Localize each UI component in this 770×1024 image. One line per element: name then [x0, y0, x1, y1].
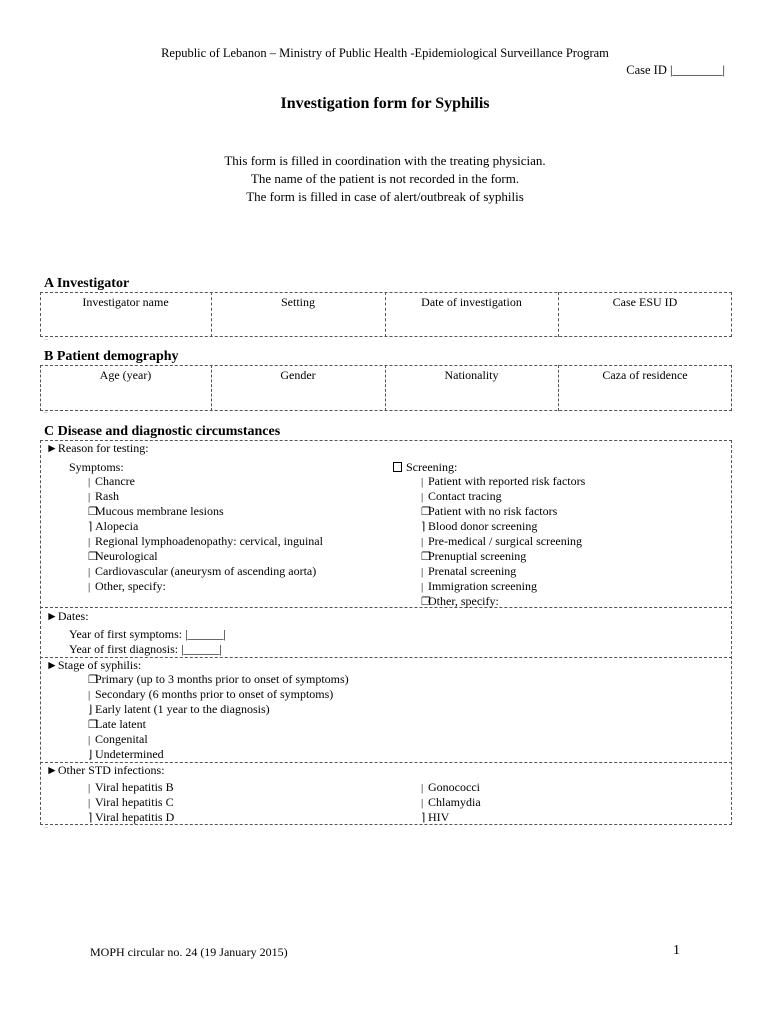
screening-other[interactable]: ❐Other, specify: [421, 594, 499, 608]
checkbox-icon[interactable]: ⌉ [88, 521, 93, 533]
checkbox-icon[interactable]: | [421, 536, 424, 548]
screening-contact-tracing[interactable]: | Contact tracing [421, 489, 502, 503]
input-date-investigation[interactable] [386, 310, 557, 336]
input-nationality[interactable] [386, 383, 557, 410]
symptom-mucous[interactable]: ❐Mucous membrane lesions [88, 504, 224, 518]
stage-undetermined[interactable]: ⌋ Undetermined [88, 747, 164, 761]
case-id-field[interactable]: Case ID |________| [626, 63, 725, 77]
page-title: Investigation form for Syphilis [280, 95, 490, 112]
stage-early-latent[interactable]: ⌋ Early latent (1 year to the diagnosis) [88, 702, 270, 716]
std-hiv[interactable]: ⌉ HIV [421, 810, 450, 824]
checkbox-icon[interactable]: ❐ [88, 551, 98, 563]
page-number: 1 [673, 943, 680, 958]
symptom-alopecia[interactable]: ⌉ Alopecia [88, 519, 139, 533]
checkbox-icon[interactable] [393, 462, 402, 472]
checkbox-icon[interactable]: | [88, 476, 91, 488]
checkbox-icon[interactable]: ❐ [88, 506, 98, 518]
screening-prenuptial[interactable]: ❐Prenuptial screening [421, 549, 527, 563]
symptom-rash[interactable]: | Rash [88, 489, 119, 503]
checkbox-icon[interactable]: | [88, 491, 91, 503]
checkbox-icon[interactable]: ❐ [88, 674, 98, 686]
input-gender[interactable] [212, 383, 384, 410]
checkbox-icon[interactable]: ❐ [421, 596, 431, 608]
screening-option[interactable]: Screening: [393, 460, 457, 475]
screening-risk-factors[interactable]: | Patient with reported risk factors [421, 474, 586, 488]
checkbox-icon[interactable]: | [88, 536, 91, 548]
section-b-title: B Patient demography [44, 349, 179, 364]
col-nationality: Nationality [444, 368, 499, 382]
stage-late-latent[interactable]: ❐Late latent [88, 717, 146, 731]
symptom-chancre[interactable]: | Chancre [88, 474, 135, 488]
screening-immigration[interactable]: | Immigration screening [421, 579, 537, 593]
symptom-neuro[interactable]: ❐Neurological [88, 549, 158, 563]
checkbox-icon[interactable]: ⌉ [421, 812, 426, 824]
col-age: Age (year) [99, 368, 152, 382]
checkbox-icon[interactable]: | [421, 476, 424, 488]
checkbox-icon[interactable]: | [421, 491, 424, 503]
checkbox-icon[interactable]: | [421, 566, 424, 578]
screening-prenatal[interactable]: | Prenatal screening [421, 564, 517, 578]
col-caza: Caza of residence [602, 368, 688, 382]
first-diagnosis-field[interactable]: Year of first diagnosis: |______| [69, 642, 222, 656]
checkbox-icon[interactable]: | [421, 782, 424, 794]
checkbox-icon[interactable]: | [88, 734, 91, 746]
screening-pre-medical[interactable]: | Pre-medical / surgical screening [421, 534, 583, 548]
std-label: ►Other STD infections: [46, 763, 165, 777]
symptoms-label: Symptoms: [69, 460, 124, 474]
input-age[interactable] [41, 383, 210, 410]
checkbox-icon[interactable]: | [88, 782, 91, 794]
std-gonococci[interactable]: | Gonococci [421, 780, 480, 794]
stage-label: ►Stage of syphilis: [46, 658, 142, 672]
header-org: Republic of Lebanon – Ministry of Public Health -Epidemiological Surveillance Program [161, 46, 609, 60]
dates-label: ►Dates: [46, 609, 89, 623]
col-case-esu-id: Case ESU ID [612, 295, 678, 309]
input-setting[interactable] [212, 310, 384, 336]
std-hep-b[interactable]: | Viral hepatitis B [88, 780, 174, 794]
checkbox-icon[interactable]: | [88, 581, 91, 593]
checkbox-icon[interactable]: ⌋ [88, 704, 93, 716]
intro-line: The name of the patient is not recorded in the form. [250, 171, 520, 186]
screening-no-risk[interactable]: ❐Patient with no risk factors [421, 504, 558, 518]
checkbox-icon[interactable]: ⌉ [421, 521, 426, 533]
col-gender: Gender [280, 368, 316, 382]
reason-label: ►Reason for testing: [46, 441, 149, 455]
screening-blood-donor[interactable]: ⌉ Blood donor screening [421, 519, 538, 533]
intro-line: The form is filled in case of alert/outbreak of syphilis [246, 189, 524, 204]
std-chlamydia[interactable]: | Chlamydia [421, 795, 481, 809]
section-a-title: A Investigator [44, 276, 130, 291]
stage-secondary[interactable]: | Secondary (6 months prior to onset of symptoms) [88, 687, 334, 701]
checkbox-icon[interactable]: | [421, 581, 424, 593]
input-case-esu-id[interactable] [559, 310, 731, 336]
input-caza[interactable] [559, 383, 731, 410]
stage-primary[interactable]: ❐Primary (up to 3 months prior to onset of symptoms) [88, 672, 349, 686]
col-investigator-name: Investigator name [82, 295, 169, 309]
checkbox-icon[interactable]: | [88, 689, 91, 701]
checkbox-icon[interactable]: ❐ [421, 506, 431, 518]
checkbox-icon[interactable]: | [421, 797, 424, 809]
checkbox-icon[interactable]: | [88, 797, 91, 809]
col-setting: Setting [280, 295, 315, 309]
symptom-cardio[interactable]: | Cardiovascular (aneurysm of ascending aorta) [88, 564, 317, 578]
checkbox-icon[interactable]: | [88, 566, 91, 578]
std-hep-d[interactable]: ⌉ Viral hepatitis D [88, 810, 175, 824]
checkbox-icon[interactable]: ⌉ [88, 812, 93, 824]
checkbox-icon[interactable]: ❐ [88, 719, 98, 731]
col-date-investigation: Date of investigation [421, 295, 522, 309]
symptom-other[interactable]: | Other, specify: [88, 579, 166, 593]
intro-line: This form is filled in coordination with the treating physician. [224, 153, 546, 168]
stage-congenital[interactable]: | Congenital [88, 732, 148, 746]
intro-text [0, 152, 770, 206]
std-hep-c[interactable]: | Viral hepatitis C [88, 795, 174, 809]
section-c-title: C Disease and diagnostic circumstances [44, 424, 281, 439]
symptom-lymph[interactable]: | Regional lymphoadenopathy: cervical, inguinal [88, 534, 323, 548]
footer-circular: MOPH circular no. 24 (19 January 2015) [90, 945, 288, 959]
checkbox-icon[interactable]: ⌋ [88, 749, 93, 761]
input-investigator-name[interactable] [41, 310, 210, 336]
checkbox-icon[interactable]: ❐ [421, 551, 431, 563]
first-symptoms-field[interactable]: Year of first symptoms: |______| [69, 627, 226, 641]
